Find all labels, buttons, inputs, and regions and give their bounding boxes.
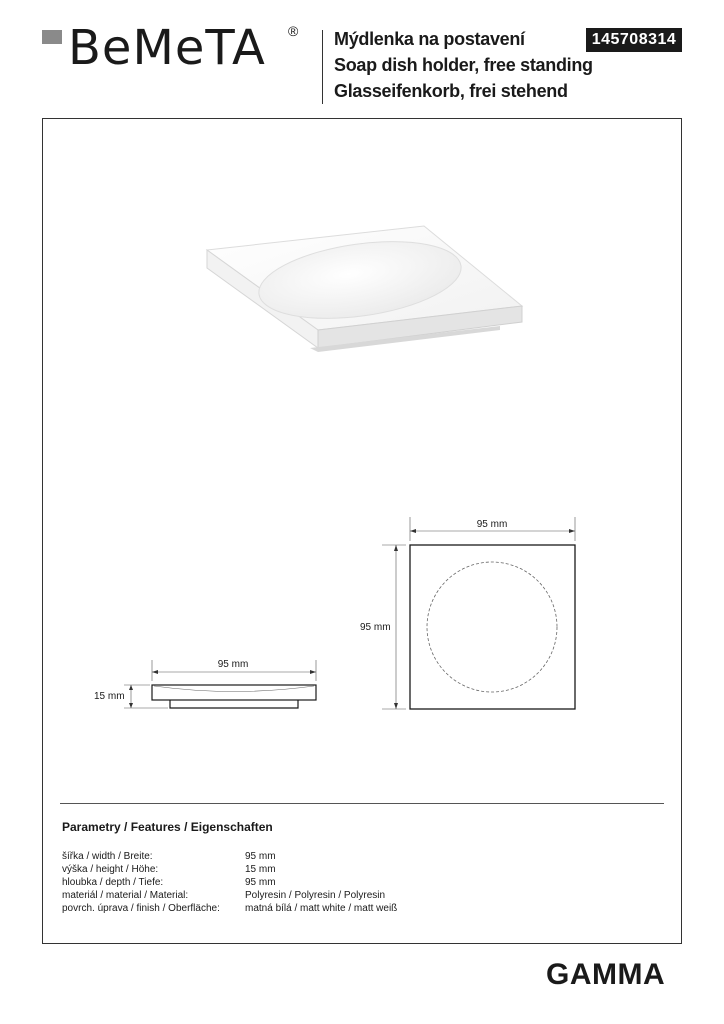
param-row	[62, 902, 397, 915]
product-code: 145708314	[586, 28, 682, 52]
param-label: hloubka / depth / Tiefe:	[62, 877, 164, 888]
product-titles	[334, 26, 593, 104]
title-english: Soap dish holder, free standing	[334, 55, 593, 75]
logo-text: BeMeTA	[68, 20, 266, 76]
param-row	[62, 889, 397, 902]
param-row	[62, 863, 397, 876]
param-label: výška / height / Höhe:	[62, 864, 159, 875]
param-value: matná bílá / matt white / matt weiß	[245, 903, 398, 914]
params-title: Parametry / Features / Eigenschaften	[62, 820, 273, 834]
top-depth-label: 95 mm	[360, 622, 391, 633]
param-row	[62, 850, 397, 863]
title-german: Glasseifenkorb, frei stehend	[334, 81, 568, 101]
series-name: GAMMA	[546, 958, 666, 991]
header-divider	[322, 30, 323, 104]
logo-mark	[42, 30, 62, 44]
param-value: 95 mm	[245, 851, 276, 862]
param-value: 95 mm	[245, 877, 276, 888]
param-value: Polyresin / Polyresin / Polyresin	[245, 890, 386, 901]
top-width-label: 95 mm	[476, 519, 508, 530]
params-table	[62, 850, 397, 915]
title-czech: Mýdlenka na postavení	[334, 29, 525, 49]
brand-logo	[42, 22, 302, 74]
param-label: šířka / width / Breite:	[62, 851, 153, 862]
param-label: povrch. úprava / finish / Oberfläche:	[62, 903, 220, 914]
param-label: materiál / material / Material:	[62, 890, 189, 901]
side-height-label: 15 mm	[94, 691, 125, 702]
registered-mark: ®	[288, 23, 299, 39]
side-width-label: 95 mm	[217, 659, 249, 670]
product-image	[200, 210, 530, 360]
param-row	[62, 876, 397, 889]
param-value: 15 mm	[245, 864, 276, 875]
params-divider	[60, 803, 664, 804]
